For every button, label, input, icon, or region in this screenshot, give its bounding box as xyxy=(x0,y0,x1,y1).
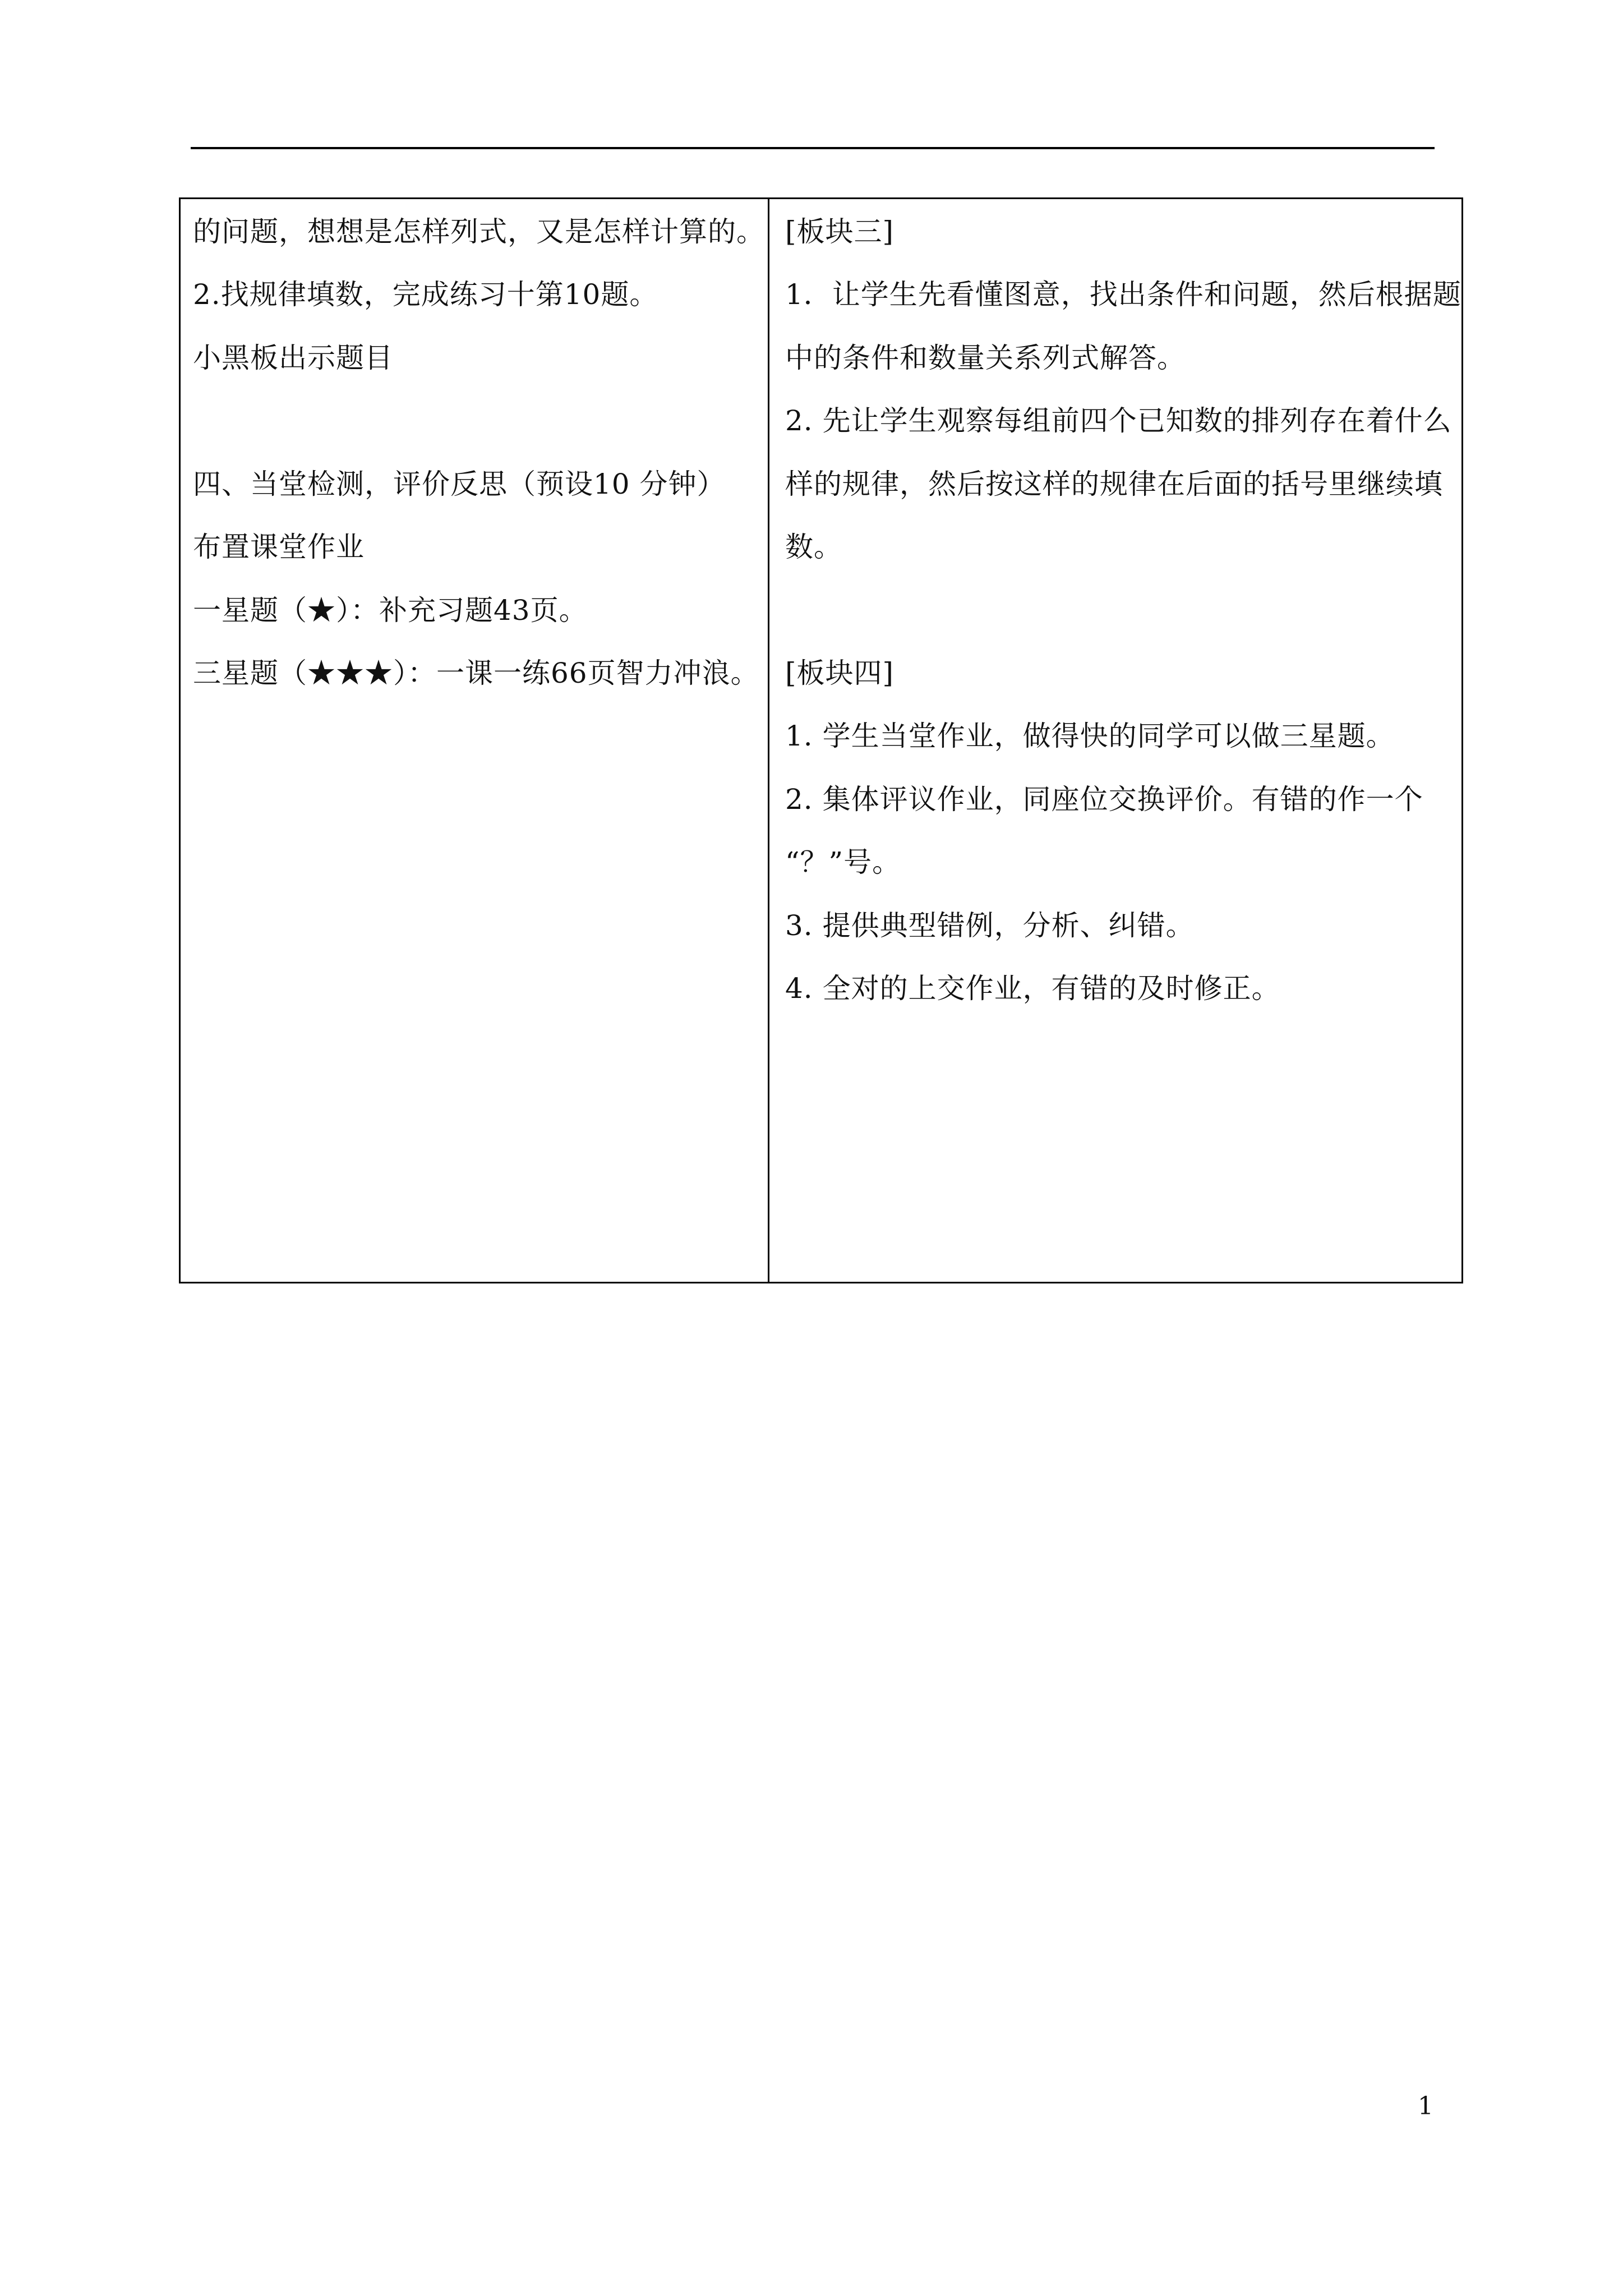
left-line-3: 小黑板出示题目 xyxy=(193,342,393,374)
header-rule xyxy=(191,147,1435,149)
right-line-12: 4. 全对的上交作业，有错的及时修正。 xyxy=(785,972,1280,1005)
lesson-plan-table xyxy=(179,197,1463,1283)
student-activity-column xyxy=(769,199,1461,1282)
right-line-6: 数。 xyxy=(785,531,842,563)
right-line-8: 1. 学生当堂作业，做得快的同学可以做三星题。 xyxy=(785,720,1395,752)
right-line-10: “？”号。 xyxy=(785,846,901,878)
right-line-2: 1．让学生先看懂图意，找出条件和问题，然后根据题 xyxy=(785,278,1461,311)
right-line-5: 样的规律，然后按这样的规律在后面的括号里继续填 xyxy=(785,468,1443,500)
left-line-7: 三星题（★★★）：一课一练66页智力冲浪。 xyxy=(193,657,759,689)
left-line-6: 一星题（★）：补充习题43页。 xyxy=(193,594,588,627)
left-line-4: 四、当堂检测，评价反思（预设10 分钟） xyxy=(193,468,726,500)
teacher-activity-column xyxy=(181,199,769,1282)
right-line-3: 中的条件和数量关系列式解答。 xyxy=(785,342,1186,374)
left-line-1: 的问题，想想是怎样列式，又是怎样计算的。 xyxy=(193,215,765,248)
page-number: 1 xyxy=(1418,2092,1433,2120)
right-line-4: 2. 先让学生观察每组前四个已知数的排列存在着什么 xyxy=(785,404,1452,437)
right-line-1: [板块三] xyxy=(785,215,895,248)
left-line-5: 布置课堂作业 xyxy=(193,531,365,563)
right-line-11: 3. 提供典型错例，分析、纠错。 xyxy=(785,909,1195,942)
left-line-2: 2.找规律填数，完成练习十第10题。 xyxy=(193,278,658,311)
right-line-9: 2. 集体评议作业，同座位交换评价。有错的作一个 xyxy=(785,783,1423,816)
right-line-7: [板块四] xyxy=(785,657,895,689)
